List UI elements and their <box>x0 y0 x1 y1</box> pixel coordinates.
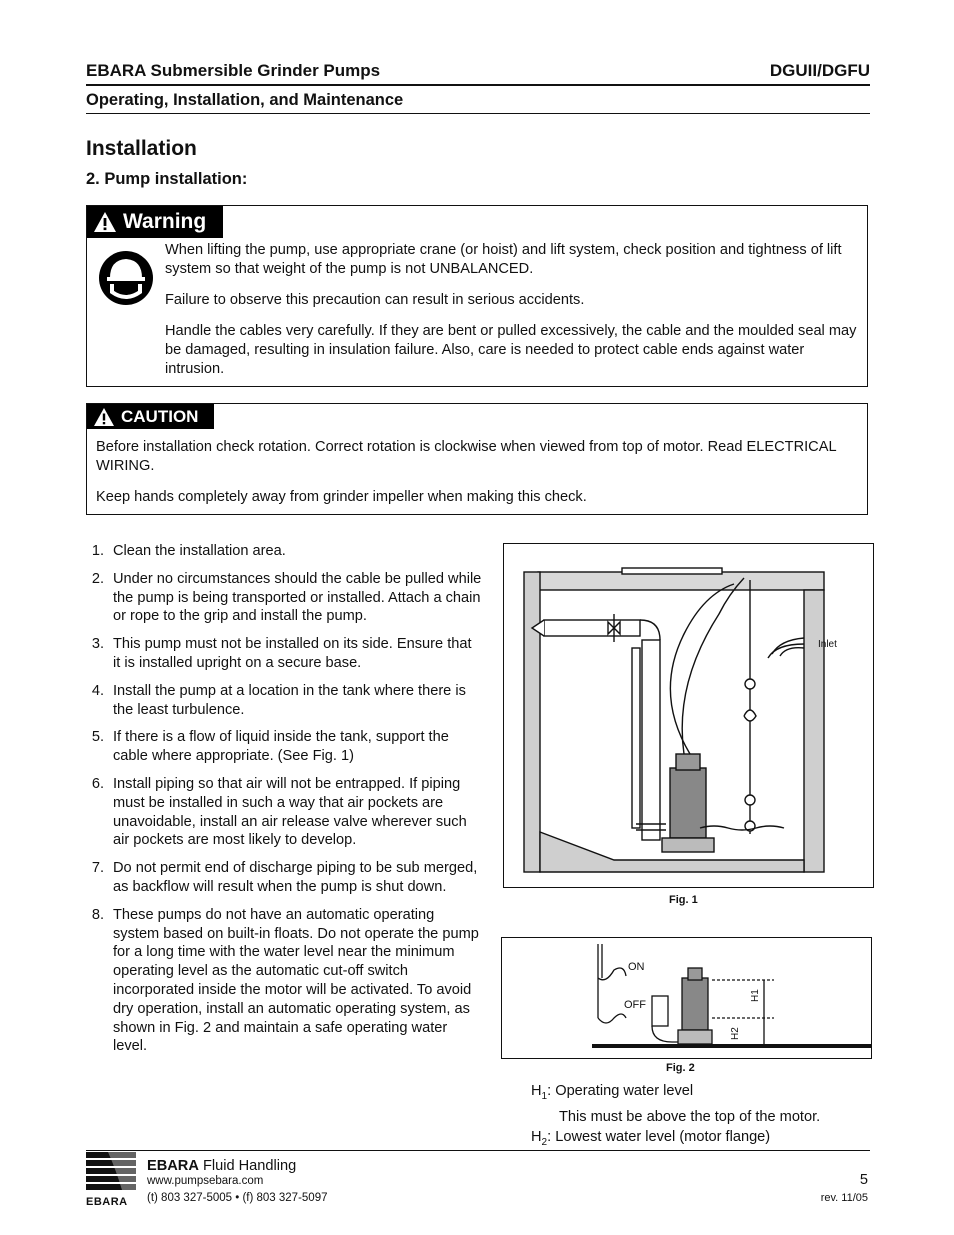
float-off-label: OFF <box>624 999 646 1011</box>
step-text: These pumps do not have an automatic operating system based on built-in floats. Do not operate the pump for a long time with the water level near the minimum operating level as the automatic cut-off switch incorporated inside the motor will be activated. To avoid dry operation, install an automatic operating system, as shown in Fig. 2 and maintain a safe operating water level. <box>113 906 479 1055</box>
h1-dimension-label: H1 <box>750 989 761 1002</box>
legend-h2-key: H <box>531 1128 542 1145</box>
step-number: 4. <box>91 682 104 699</box>
ebara-logo <box>86 1152 136 1206</box>
caution-box <box>86 403 868 515</box>
step-number: 1. <box>91 543 104 559</box>
caution-text <box>96 438 860 507</box>
step-number: 6. <box>91 775 104 792</box>
footer-rule <box>86 1150 870 1151</box>
hard-hat-icon <box>98 248 154 308</box>
inlet-label: Inlet <box>818 639 837 650</box>
section-subtitle: 2. Pump installation: <box>86 170 248 188</box>
footer-contact: (t) 803 327-5005 • (f) 803 327-5097 <box>147 1192 328 1204</box>
caution-label: CAUTION <box>121 406 199 426</box>
step-text: Do not permit end of discharge piping to be sub merged, as backflow will result when the pump is shut down. <box>113 860 478 895</box>
float-on-label: ON <box>628 961 645 973</box>
list-item <box>86 635 482 673</box>
legend-h1-note: This must be above the top of the motor. <box>559 1108 821 1125</box>
legend-h2-subscript: 2 <box>541 1136 548 1148</box>
footer-website: www.pumpsebara.com <box>147 1175 264 1187</box>
figure-2-diagram <box>502 938 871 1058</box>
step-number: 2. <box>91 570 104 587</box>
step-number: 8. <box>91 906 104 923</box>
warning-tag <box>87 206 223 238</box>
list-item <box>86 570 482 626</box>
warning-paragraph: Handle the cables very carefully. If they are bent or pulled excessively, the cable and the moulded seal may be damaged, resulting in insulation failure. Also, care is needed to protect cable ends against water intrusion. <box>165 323 857 377</box>
list-item <box>86 728 482 766</box>
step-number: 3. <box>91 636 104 653</box>
header-rule <box>86 84 870 86</box>
step-text: Under no circumstances should the cable be pulled while the pump is being transported or installed. Attach a chain or rope to the grip and install the pump. <box>113 570 482 625</box>
figure-2-float-levels <box>501 937 872 1059</box>
step-number: 5. <box>91 729 104 746</box>
figure-1-pump-installation <box>503 543 874 888</box>
legend-h2-text: : Lowest water level (motor flange) <box>547 1128 771 1145</box>
caution-tag <box>87 404 214 429</box>
legend-h1-key: H <box>531 1083 542 1099</box>
document-title: EBARA Submersible Grinder Pumps <box>86 61 381 80</box>
ebara-logo-text: EBARA <box>86 1196 128 1208</box>
step-text: Install piping so that air will not be entrapped. If piping must be installed in such a way that air pockets are unavoidable, install an air release valve wherever such air pockets are most likely to develop. <box>113 775 467 849</box>
warning-text <box>165 241 859 379</box>
legend-h1 <box>531 1081 820 1107</box>
section-title: Installation <box>86 137 197 160</box>
legend-h2 <box>531 1127 820 1153</box>
figure-legend <box>531 1081 820 1153</box>
figure-2-caption: Fig. 2 <box>666 1062 695 1074</box>
installation-steps <box>86 542 482 1065</box>
model-number: DGUII/DGFU <box>769 61 870 80</box>
list-item <box>86 906 482 1056</box>
revision-date: rev. 11/05 <box>820 1192 868 1204</box>
h2-dimension-label: H2 <box>730 1027 741 1040</box>
list-item <box>86 542 482 561</box>
step-number: 7. <box>91 860 104 877</box>
caution-paragraph: Before installation check rotation. Correct rotation is clockwise when viewed from top of motor. Read ELECTRICAL WIRING. <box>96 439 837 474</box>
footer-brand-bold: EBARA <box>147 1158 199 1174</box>
warning-label: Warning <box>123 210 207 233</box>
step-text: If there is a flow of liquid inside the tank, support the cable where appropriate. (See Fig. 1) <box>113 729 449 765</box>
footer-brand-rest: Fluid Handling <box>198 1158 297 1174</box>
step-text: Clean the installation area. <box>113 543 286 559</box>
warning-paragraph: When lifting the pump, use appropriate crane (or hoist) and lift system, check position and tightness of lift system so that weight of the pump is not UNBALANCED. <box>165 242 842 277</box>
list-item <box>86 775 482 850</box>
caution-paragraph: Keep hands completely away from grinder impeller when making this check. <box>96 489 587 505</box>
document-subtitle: Operating, Installation, and Maintenance <box>86 91 404 109</box>
ebara-logo-mark <box>86 1152 136 1192</box>
subtitle-rule <box>86 113 870 114</box>
figure-1-diagram <box>504 544 873 887</box>
warning-box <box>86 205 868 387</box>
step-text: Install the pump at a location in the tank where there is the least turbulence. <box>113 682 466 718</box>
warning-triangle-icon <box>93 211 117 233</box>
warning-paragraph: Failure to observe this precaution can result in serious accidents. <box>165 292 585 308</box>
footer-brand <box>147 1158 296 1174</box>
list-item <box>86 682 482 720</box>
figure-1-caption: Fig. 1 <box>669 894 698 906</box>
legend-h1-subscript: 1 <box>541 1090 548 1102</box>
legend-h1-text: : Operating water level <box>547 1083 694 1099</box>
step-text: This pump must not be installed on its side. Ensure that it is installed upright on a secure base. <box>113 636 472 671</box>
list-item <box>86 859 482 897</box>
caution-triangle-icon <box>93 407 115 427</box>
page-number: 5 <box>859 1172 868 1188</box>
